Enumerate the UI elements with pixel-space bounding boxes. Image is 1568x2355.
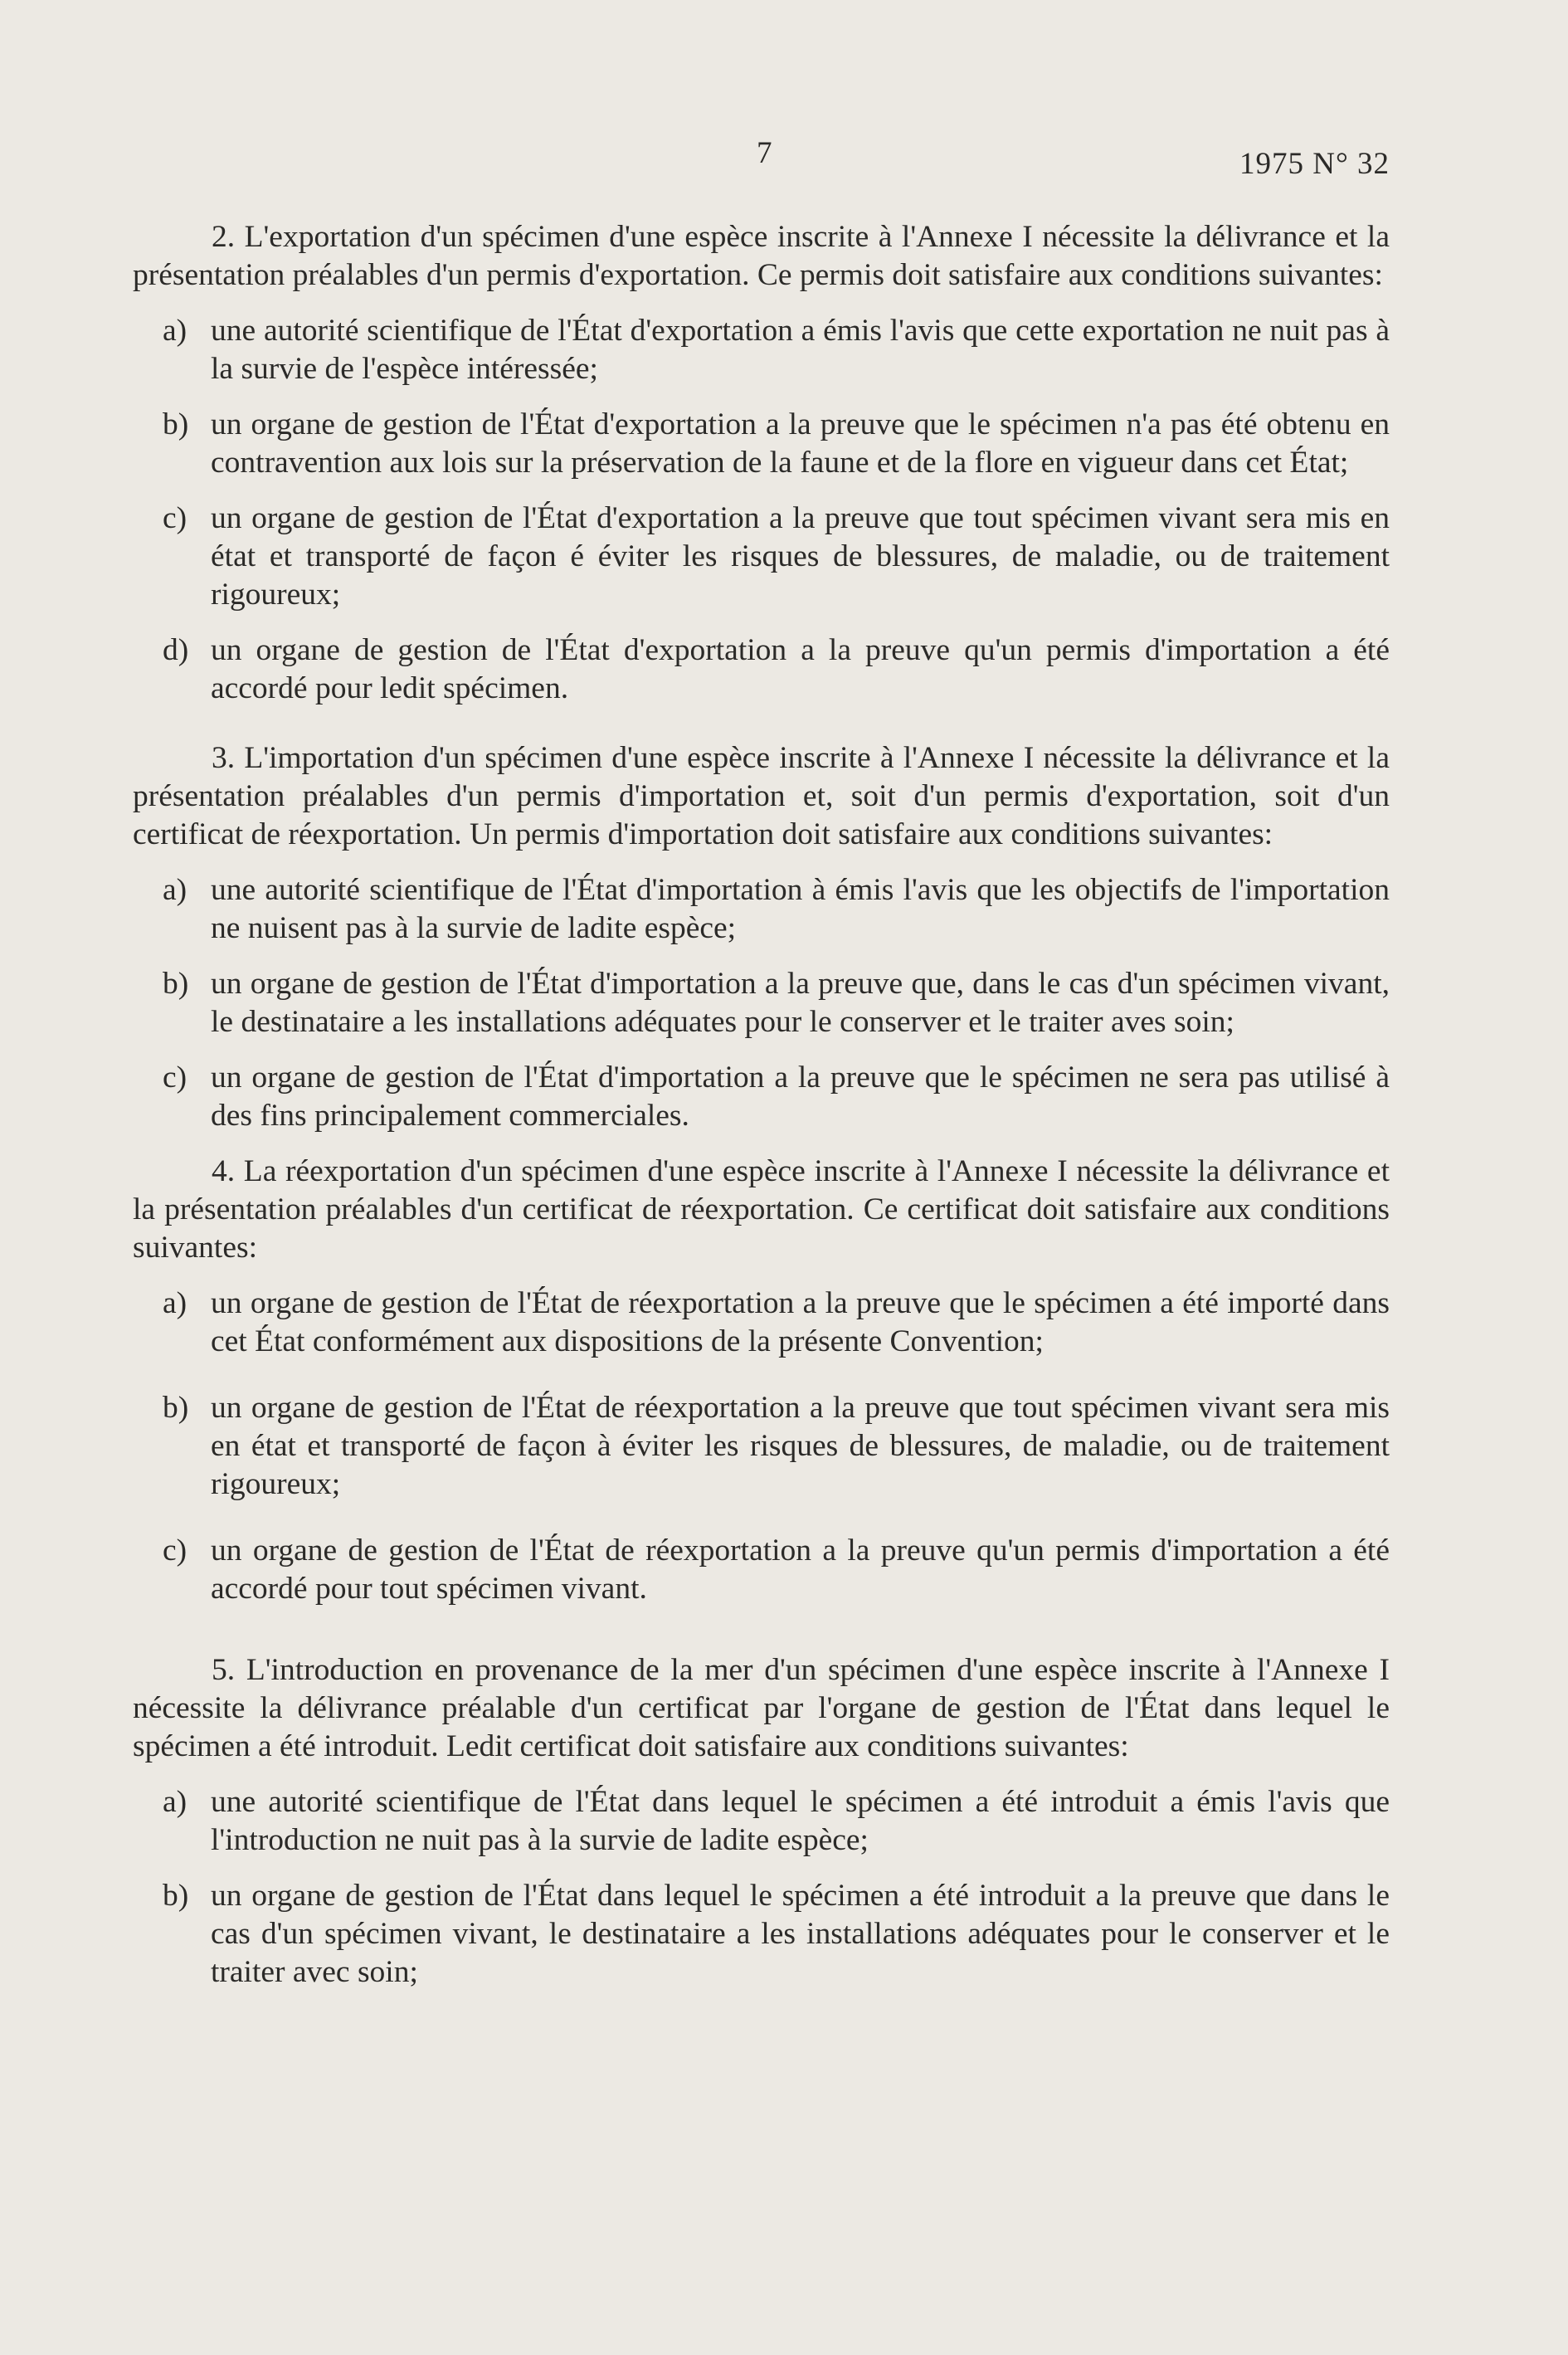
item-text: un organe de gestion de l'État de réexportation a la preuve que le spécimen a été importé dans cet État conformément aux dispositions de la présente Convention; xyxy=(211,1286,1390,1358)
item-label: a) xyxy=(163,1785,187,1819)
item-text: un organe de gestion de l'État de réexportation a la preuve qu'un permis d'importation a été accordé pour tout spécimen vivant. xyxy=(211,1533,1390,1606)
item-label: b) xyxy=(163,407,189,441)
item-text: une autorité scientifique de l'État d'importation à émis l'avis que les objectifs de l'importation ne nuisent pas à la survie de ladite espèce; xyxy=(211,873,1390,945)
document-body xyxy=(133,218,1390,1992)
list-item xyxy=(163,406,1390,482)
item-label: d) xyxy=(163,633,189,667)
item-text: un organe de gestion de l'État d'importation a la preuve que, dans le cas d'un spécimen vivant, le destinataire a les installations adéquates pour le conserver et le traiter aves soin; xyxy=(211,967,1390,1039)
item-label: c) xyxy=(163,1060,187,1095)
item-label: c) xyxy=(163,1533,187,1568)
list-item xyxy=(163,1059,1390,1135)
item-text: un organe de gestion de l'État de réexportation a la preuve que tout spécimen vivant sera mis en état et transporté de façon à éviter les risques de blessures, de maladie, ou de traitement rigoureux; xyxy=(211,1391,1390,1501)
list-item xyxy=(163,1783,1390,1860)
item-label: b) xyxy=(163,1879,189,1913)
list-item xyxy=(163,631,1390,708)
item-label: b) xyxy=(163,1391,189,1425)
list-item xyxy=(163,965,1390,1041)
item-text: un organe de gestion de l'État d'exportation a la preuve que le spécimen n'a pas été obtenu en contravention aux lois sur la préservation de la faune et de la flore en vigueur dans cet État; xyxy=(211,407,1390,480)
item-text: une autorité scientifique de l'État dans lequel le spécimen a été introduit a émis l'avis que l'introduction ne nuit pas à la survie de ladite espèce; xyxy=(211,1785,1390,1857)
list-item xyxy=(163,500,1390,614)
paragraph-3: 3. L'importation d'un spécimen d'une espèce inscrite à l'Annexe I nécessite la délivrance et la présentation préalables d'un permis d'importation et, soit d'un permis d'exportation, soit d'un certificat de réexportation. Un permis d'importation doit satisfaire aux conditions suivantes: xyxy=(133,741,1390,851)
conditions-list-4 xyxy=(133,1285,1390,1608)
paragraph-2: 2. L'exportation d'un spécimen d'une espèce inscrite à l'Annexe I nécessite la délivrance et la présentation préalables d'un permis d'exportation. Ce permis doit satisfaire aux conditions suivantes: xyxy=(133,220,1390,292)
list-item xyxy=(163,312,1390,388)
item-label: b) xyxy=(163,967,189,1001)
list-item xyxy=(163,1389,1390,1504)
paragraph-5: 5. L'introduction en provenance de la mer d'un spécimen d'une espèce inscrite à l'Annexe I nécessite la délivrance préalable d'un certificat par l'organe de gestion de l'État dans lequel le spécimen a été introduit. Ledit certificat doit satisfaire aux conditions suivantes: xyxy=(133,1653,1390,1763)
item-text: un organe de gestion de l'État d'exportation a la preuve qu'un permis d'importation a été accordé pour ledit spécimen. xyxy=(211,633,1390,705)
item-label: c) xyxy=(163,501,187,535)
list-item xyxy=(163,1285,1390,1361)
item-label: a) xyxy=(163,1286,187,1320)
item-text: un organe de gestion de l'État d'importation a la preuve que le spécimen ne sera pas utilisé à des fins principalement commerciales. xyxy=(211,1060,1390,1133)
list-item xyxy=(163,1532,1390,1608)
conditions-list-3 xyxy=(133,871,1390,1135)
document-reference: 1975 N° 32 xyxy=(1239,147,1390,181)
page-number: 7 xyxy=(757,136,772,170)
item-text: une autorité scientifique de l'État d'exportation a émis l'avis que cette exportation ne nuit pas à la survie de l'espèce intéressée; xyxy=(211,314,1390,386)
item-label: a) xyxy=(163,873,187,907)
paragraph-4: 4. La réexportation d'un spécimen d'une espèce inscrite à l'Annexe I nécessite la délivrance et la présentation préalables d'un certificat de réexportation. Ce certificat doit satisfaire aux conditions suivantes: xyxy=(133,1154,1390,1265)
list-item xyxy=(163,871,1390,948)
item-text: un organe de gestion de l'État d'exportation a la preuve que tout spécimen vivant sera mis en état et transporté de façon é éviter les risques de blessures, de maladie, ou de traitement rigoureux; xyxy=(211,501,1390,612)
item-label: a) xyxy=(163,314,187,348)
conditions-list-2 xyxy=(133,312,1390,708)
item-text: un organe de gestion de l'État dans lequel le spécimen a été introduit a la preuve que dans le cas d'un spécimen vivant, le destinataire a les installations adéquates pour le conserver et le traiter avec soin; xyxy=(211,1879,1390,1989)
list-item xyxy=(163,1877,1390,1992)
conditions-list-5 xyxy=(133,1783,1390,1992)
